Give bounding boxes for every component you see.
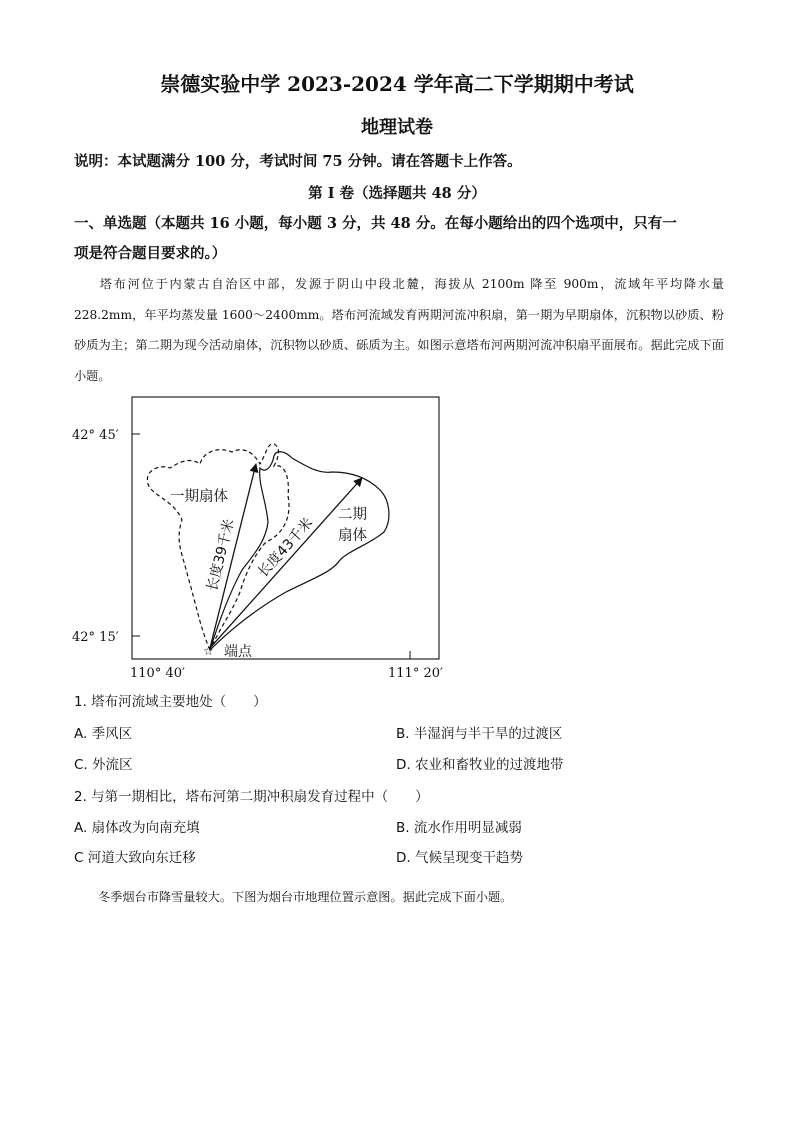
exam-subtitle: 地理试卷	[361, 117, 433, 138]
section-heading-line1: 一、单选题（本题共 16 小题，每小题 3 分，共 48 分。在每小题给出的四个选项中，只有一	[74, 215, 677, 232]
fan-phase2-label-line2: 扇体	[338, 528, 367, 544]
fan-phase1-label: 一期扇体	[170, 489, 228, 505]
question-2-option-d[interactable]: D. 气候呈现变干趋势	[396, 850, 523, 866]
question-1-stem: 1. 塔布河流域主要地处（ ）	[74, 694, 267, 710]
section-heading-line2: 项是符合题目要求的。）	[74, 245, 227, 262]
alluvial-fan-map	[70, 392, 450, 692]
question-2-option-b[interactable]: B. 流水作用明显减弱	[396, 820, 522, 836]
map-frame	[132, 397, 439, 659]
question-2-option-a[interactable]: A. 扇体改为向南充填	[74, 820, 200, 836]
question-1-option-a[interactable]: A. 季风区	[74, 726, 133, 742]
fan-phase2-outline	[210, 452, 389, 650]
length-43km-arrow	[210, 478, 362, 648]
question-2-option-c[interactable]: C 河道大致向东迁移	[74, 850, 196, 866]
length-39km-label: 长度39千米	[204, 517, 238, 593]
lat-bottom-label: 42° 15′	[72, 630, 119, 645]
passage-2	[74, 882, 724, 913]
volume-heading: 第 I 卷（选择题共 48 分）	[308, 185, 486, 202]
lat-top-label: 42° 45′	[72, 428, 119, 443]
question-1-option-b[interactable]: B. 半湿润与半干旱的过渡区	[396, 726, 563, 742]
fan-phase2-label-line1: 二期	[338, 507, 367, 523]
question-1-option-c[interactable]: C. 外流区	[74, 757, 133, 773]
endpoint-star-icon: ☆	[203, 644, 214, 658]
question-2-stem: 2. 与第一期相比，塔布河第二期冲积扇发育过程中（ ）	[74, 789, 429, 805]
exam-instructions: 说明：本试题满分 100 分，考试时间 75 分钟。请在答题卡上作答。	[74, 153, 522, 170]
lon-right-label: 111° 20′	[388, 666, 443, 681]
exam-title: 崇德实验中学 2023-2024 学年高二下学期期中考试	[160, 72, 634, 96]
lon-left-label: 110° 40′	[130, 666, 185, 681]
passage-1-text: 塔布河位于内蒙古自治区中部，发源于阴山中段北麓，海拔从 2100m 降至 900m，流域年平均降水量 228.2mm，年平均蒸发量 1600～2400mm。塔布河流域发育两期河流冲积扇，第一期为早期扇体，沉积物以砂质、粉砂质为主；第二期为现今活动扇体，沉积物以砂质、砾质为主。如图示意塔布河两期河流冲积扇平面展布。据此完成下面小题。	[74, 277, 724, 383]
question-1-option-d[interactable]: D. 农业和畜牧业的过渡地带	[396, 757, 564, 773]
passage-2-text: 冬季烟台市降雪量较大。下图为烟台市地理位置示意图。据此完成下面小题。	[98, 890, 513, 904]
length-43km-label: 长度43千米	[255, 515, 317, 581]
passage-1	[74, 269, 724, 391]
endpoint-label: 端点	[224, 644, 252, 660]
